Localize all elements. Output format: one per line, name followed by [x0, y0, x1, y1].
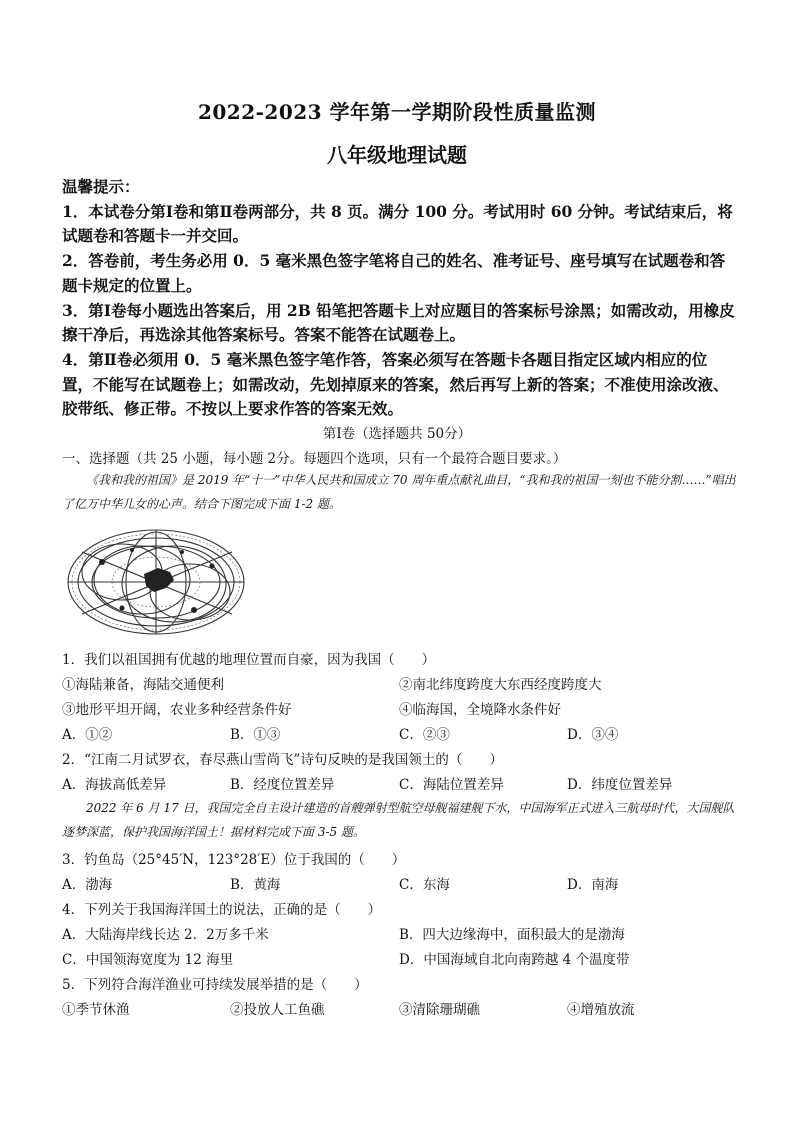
option-c[interactable]: C．海陆位置差异 [399, 777, 504, 793]
question-2-stem: 2．“江南二月试罗衣，春尽燕山雪尚飞”诗句反映的是我国领土的（ ） [62, 752, 503, 768]
notes-heading: 温馨提示： [62, 177, 140, 196]
question-1-stem: 1．我们以祖国拥有优越的地理位置而自豪，因为我国（ ） [62, 652, 436, 668]
note-item: 3．第Ⅰ卷每小题选出答案后，用 2B 铅笔把答题卡上对应题目的答案标号涂黑；如需改动，用橡皮擦干净后，再选涂其他答案标号。答案不能答在试题卷上。 [62, 300, 735, 345]
question-4-stem: 4．下列关于我国海洋国土的说法，正确的是（ ） [62, 902, 382, 918]
note-item: 2．答卷前，考生务必用 0．5 毫米黑色签字笔将自己的姓名、准考证号、座号填写在试题卷和答题卡规定的位置上。 [62, 251, 726, 295]
statement: ③地形平坦开阔，农业多种经营条件好 [62, 702, 292, 718]
option-c[interactable]: C．中国领海宽度为 12 海里 [62, 952, 234, 968]
question-5-stem: 5．下列符合海洋渔业可持续发展举措的是（ ） [62, 977, 368, 993]
option-d[interactable]: D．南海 [567, 877, 619, 893]
option-d[interactable]: D．③④ [567, 727, 619, 743]
option-a[interactable]: A．海拔高低差异 [62, 777, 167, 793]
question-1-statements-row2 [62, 698, 738, 718]
section-title: 第Ⅰ卷（选择题共 50分） [322, 426, 472, 442]
section-instruction: 一、选择题（共 25 小题，每小题 2分。每题四个选项，只有一个最符合题目要求。） [62, 451, 567, 467]
note-item: 4．第Ⅱ卷必须用 0．5 毫米黑色签字笔作答，答案必须写在答题卡各题目指定区域内相应的位置，不能写在试题卷上；如需改动，先划掉原来的答案，然后再写上新的答案；不准使用涂改液、胶带纸、修正带。不按以上要求作答的答案无效。 [62, 349, 729, 419]
question-3-stem: 3．钓鱼岛（25°45′N，123°28′E）位于我国的（ ） [62, 852, 406, 868]
statement: ②投放人工鱼礁 [230, 1002, 325, 1018]
statement: ②南北纬度跨度大东西经度跨度大 [399, 677, 602, 693]
option-b[interactable]: B．①③ [230, 727, 281, 743]
option-d[interactable]: D．纬度位置差异 [567, 777, 673, 793]
notes-block [62, 175, 738, 422]
option-c[interactable]: C．东海 [399, 877, 450, 893]
option-c[interactable]: C．②③ [399, 727, 450, 743]
option-d[interactable]: D．中国海域自北向南跨越 4 个温度带 [399, 952, 630, 968]
question-3-options [62, 873, 738, 893]
question-1-statements-row1 [62, 673, 738, 693]
option-b[interactable]: B．经度位置差异 [230, 777, 335, 793]
statement: ④增殖放流 [567, 1002, 635, 1018]
option-b[interactable]: B．黄海 [230, 877, 281, 893]
question-2-options [62, 773, 738, 793]
exam-subtitle: 八年级地理试题 [327, 143, 467, 167]
statement: ①季节休渔 [62, 1002, 130, 1018]
note-item: 1．本试卷分第Ⅰ卷和第Ⅱ卷两部分，共 8 页。满分 100 分。考试用时 60 分钟。考试结束后，将试题卷和答题卡一并交回。 [62, 201, 733, 246]
passage-1: 《我和我的祖国》是 2019 年“十一”中华人民共和国成立 70 周年重点献礼曲目，“我和我的祖国一刻也不能分割……”唱出了亿万中华儿女的心声。结合下图完成下面 1-2 题。 [62, 473, 736, 511]
option-b[interactable]: B．四大边缘海中，面积最大的是渤海 [399, 927, 625, 943]
question-4-options-row1 [62, 923, 738, 943]
statement: ①海陆兼备，海陆交通便利 [62, 677, 224, 693]
statement: ③清除珊瑚礁 [399, 1002, 480, 1018]
question-1-options [62, 723, 738, 743]
option-a[interactable]: A．大陆海岸线长达 2．2万多千米 [62, 927, 269, 943]
exam-title: 2022-2023 学年第一学期阶段性质量监测 [197, 100, 597, 124]
option-a[interactable]: A．①② [62, 727, 113, 743]
statement: ④临海国，全境降水条件好 [399, 702, 561, 718]
globe-illustration [62, 522, 250, 644]
question-4-options-row2 [62, 948, 738, 968]
question-5-statements [62, 998, 738, 1018]
option-a[interactable]: A．渤海 [62, 877, 113, 893]
passage-2: 2022 年 6 月 17 日，我国完全自主设计建造的首艘弹射型航空母舰福建舰下水，中国海军正式进入三航母时代，大国舰队逐梦深蓝，保护我国海洋国土！据材料完成下面 3-5 题。 [62, 801, 735, 839]
